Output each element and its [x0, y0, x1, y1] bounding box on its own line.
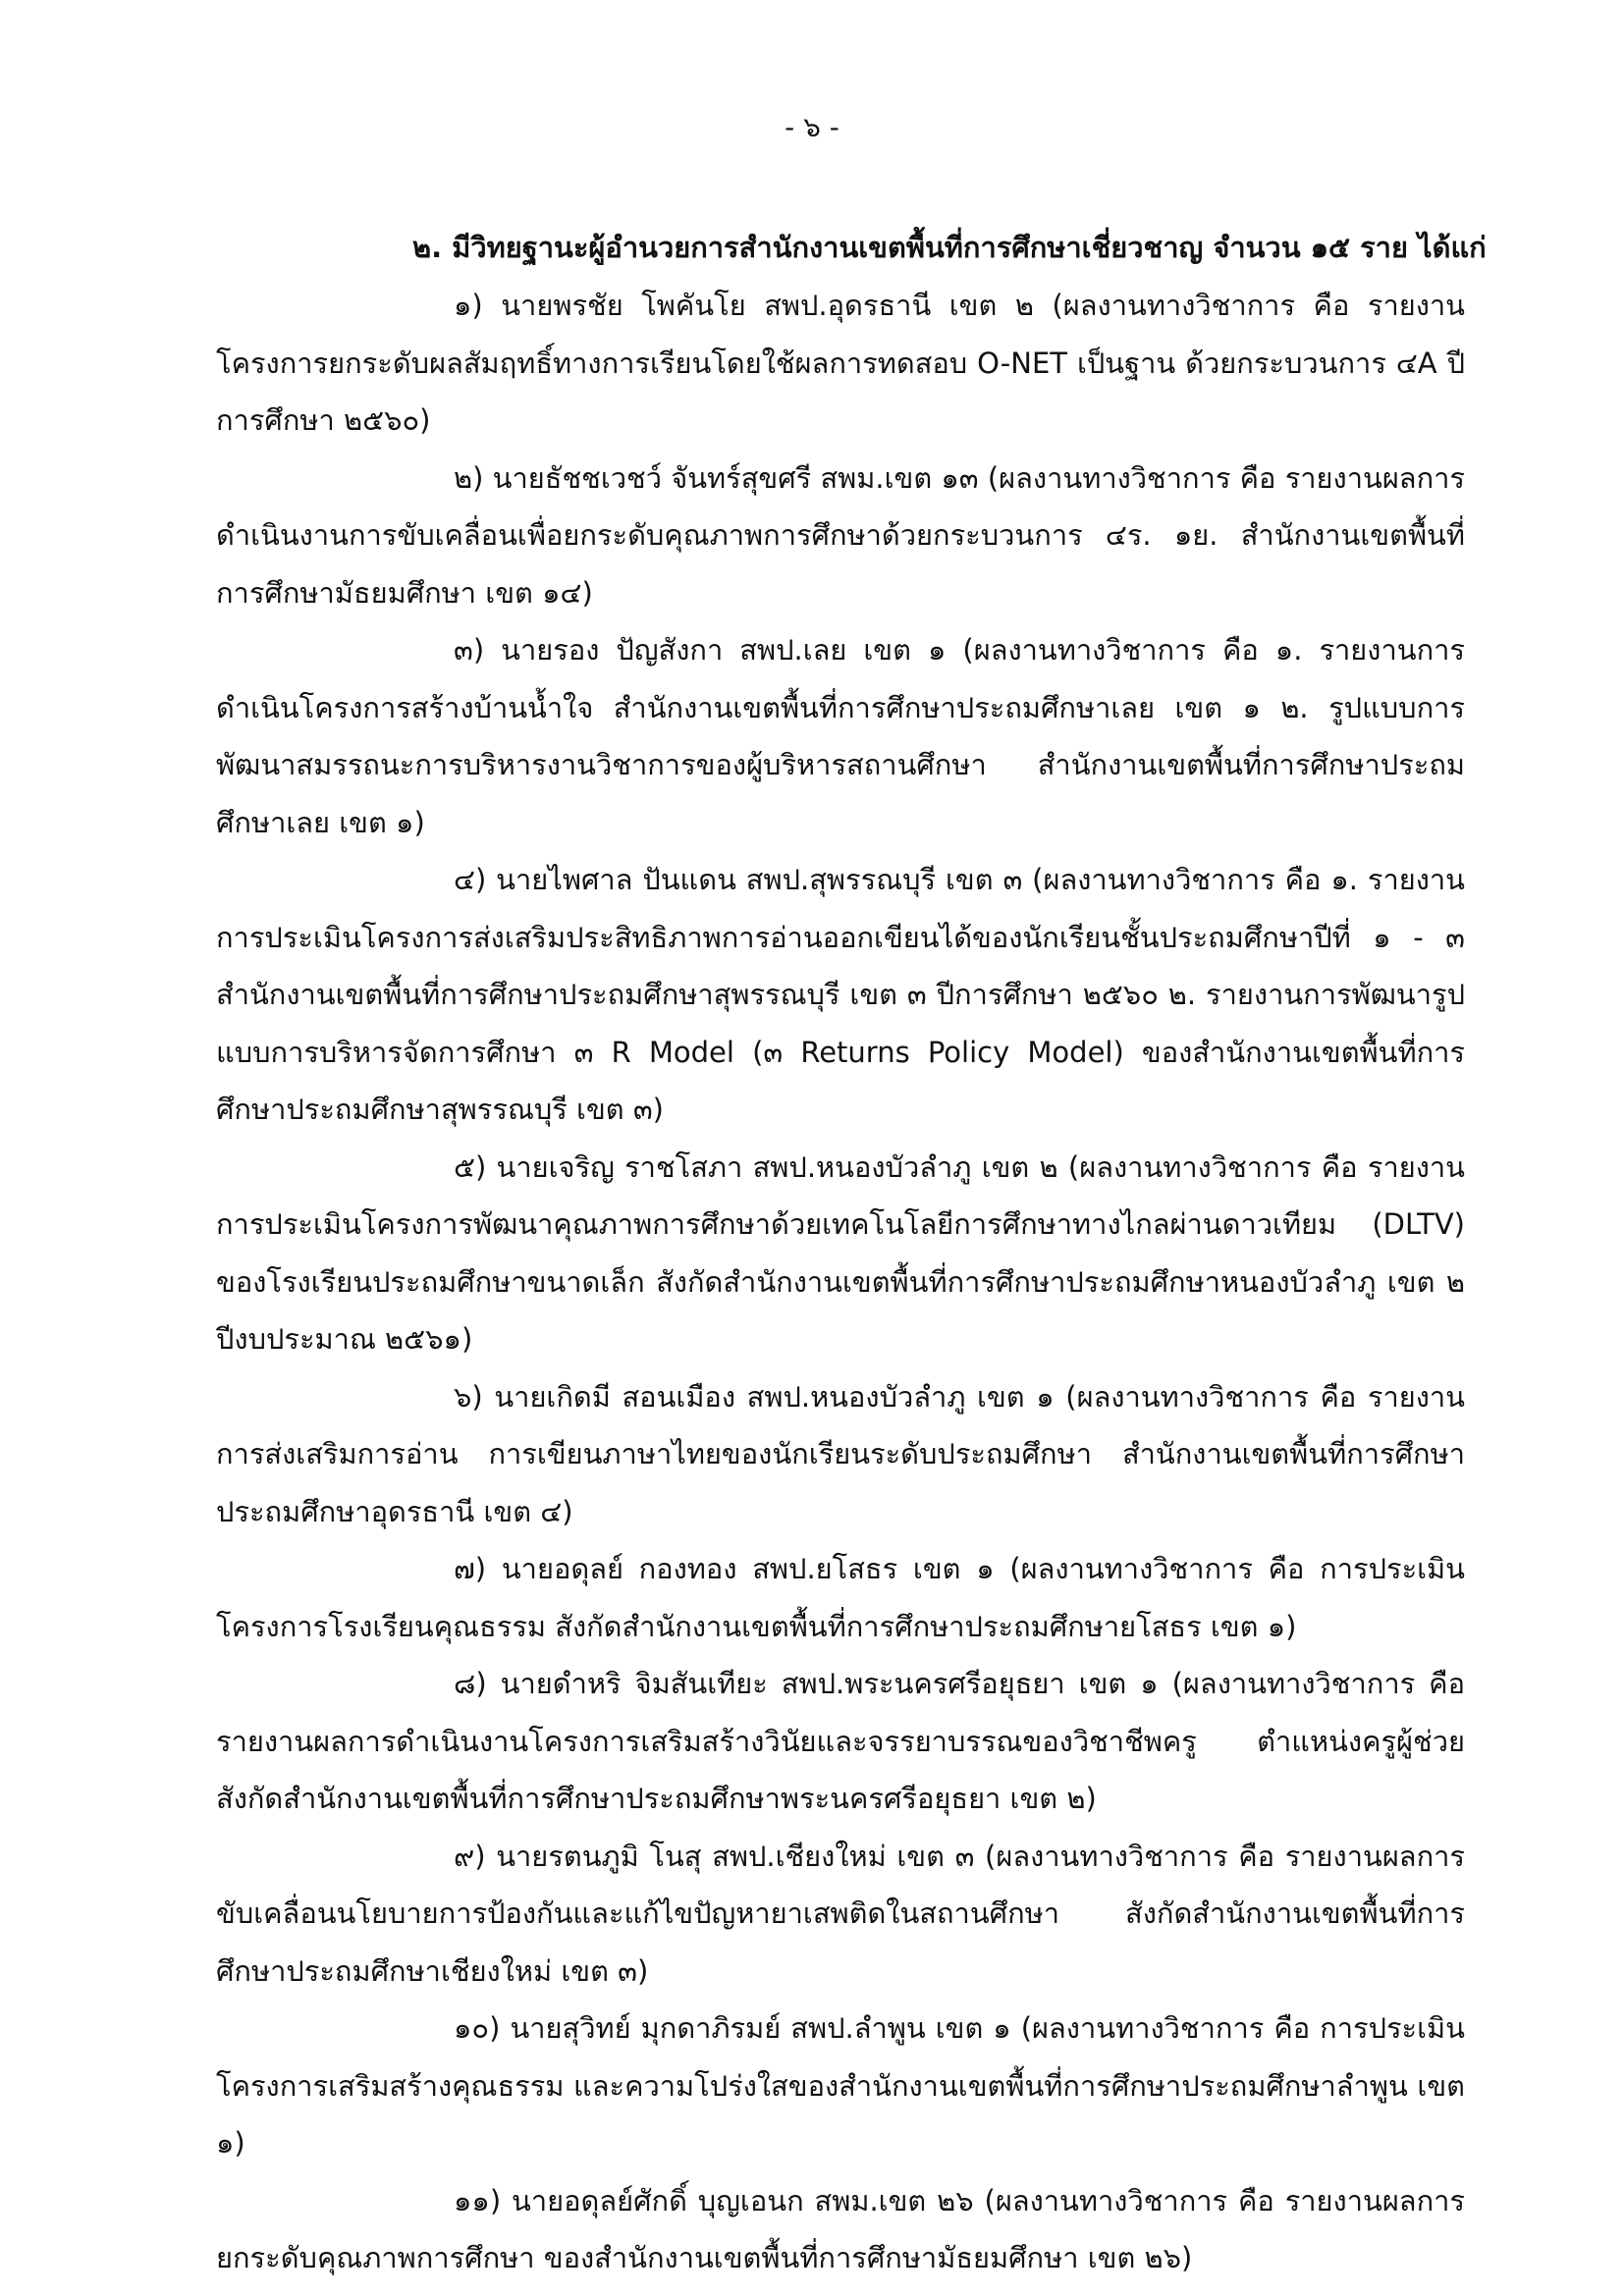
list-item: ๒) นายธัชชเวชว์ จันทร์สุขศรี สพม.เขต ๑๓ (ผลงานทางวิชาการ คือ รายงานผลการดำเนินงานการขับเคลื่อนเพื่อยกระดับคุณภาพการศึกษาด้วยกระบวนการ ๔ร. ๑ย. สำนักงานเขตพื้นที่การศึกษามัธยมศึกษา เขต ๑๔) [216, 460, 1465, 610]
list-item: ๗) นายอดุลย์ กองทอง สพป.ยโสธร เขต ๑ (ผลงานทางวิชาการ คือ การประเมินโครงการโรงเรียนคุณธรรม สังกัดสำนักงานเขตพื้นที่การศึกษาประถมศึกษายโสธร เขต ๑) [216, 1552, 1465, 1643]
list-item: ๑๑) นายอดุลย์ศักดิ์ บุญเอนก สพม.เขต ๒๖ (ผลงานทางวิชาการ คือ รายงานผลการยกระดับคุณภาพการศึกษา ของสำนักงานเขตพื้นที่การศึกษามัธยมศึกษา เขต ๒๖) [216, 2183, 1465, 2274]
appointee-list [216, 277, 1465, 2287]
list-item: ๔) นายไพศาล ปันแดน สพป.สุพรรณบุรี เขต ๓ (ผลงานทางวิชาการ คือ ๑. รายงานการประเมินโครงการส่งเสริมประสิทธิภาพการอ่านออกเขียนได้ของนักเรียนชั้นประถมศึกษาปีที่ ๑ - ๓ สำนักงานเขตพื้นที่การศึกษาประถมศึกษาสุพรรณบุรี เขต ๓ ปีการศึกษา ๒๕๖๐ ๒. รายงานการพัฒนารูปแบบการบริหารจัดการศึกษา ๓ R Model (๓ Returns Policy Model) ของสำนักงานเขตพื้นที่การศึกษาประถมศึกษาสุพรรณบุรี เขต ๓) [216, 863, 1465, 1126]
list-item: ๕) นายเจริญ ราชโสภา สพป.หนองบัวลำภู เขต ๒ (ผลงานทางวิชาการ คือ รายงานการประเมินโครงการพัฒนาคุณภาพการศึกษาด้วยเทคโนโลยีการศึกษาทางไกลผ่านดาวเทียม (DLTV) ของโรงเรียนประถมศึกษาขนาดเล็ก สังกัดสำนักงานเขตพื้นที่การศึกษาประถมศึกษาหนองบัวลำภู เขต ๒ ปีงบประมาณ ๒๕๖๑) [216, 1149, 1465, 1356]
list-item: ๘) นายดำหริ จิมสันเทียะ สพป.พระนครศรีอยุธยา เขต ๑ (ผลงานทางวิชาการ คือ รายงานผลการดำเนินงานโครงการเสริมสร้างวินัยและจรรยาบรรณของวิชาชีพครู ตำแหน่งครูผู้ช่วย สังกัดสำนักงานเขตพื้นที่การศึกษาประถมศึกษาพระนครศรีอยุธยา เขต ๒) [216, 1667, 1465, 1815]
list-item: ๑๐) นายสุวิทย์ มุกดาภิรมย์ สพป.ลำพูน เขต ๑ (ผลงานทางวิชาการ คือ การประเมินโครงการเสริมสร้างคุณธรรม และความโปร่งใสของสำนักงานเขตพื้นที่การศึกษาประถมศึกษาลำพูน เขต ๑) [216, 2011, 1465, 2160]
list-item: ๙) นายรตนภูมิ โนสุ สพป.เชียงใหม่ เขต ๓ (ผลงานทางวิชาการ คือ รายงานผลการขับเคลื่อนนโยบายการป้องกันและแก้ไขปัญหายาเสพติดในสถานศึกษา สังกัดสำนักงานเขตพื้นที่การศึกษาประถมศึกษาเชียงใหม่ เขต ๓) [216, 1839, 1465, 1988]
list-item: ๓) นายรอง ปัญสังกา สพป.เลย เขต ๑ (ผลงานทางวิชาการ คือ ๑. รายงานการดำเนินโครงการสร้างบ้านน้ำใจ สำนักงานเขตพื้นที่การศึกษาประถมศึกษาเลย เขต ๑ ๒. รูปแบบการพัฒนาสมรรถนะการบริหารงานวิชาการของผู้บริหารสถานศึกษา สำนักงานเขตพื้นที่การศึกษาประถมศึกษาเลย เขต ๑) [216, 633, 1465, 839]
section-heading: ๒. มีวิทยฐานะผู้อำนวยการสำนักงานเขตพื้นที่การศึกษาเชี่ยวชาญ จำนวน ๑๕ ราย ได้แก่ [412, 231, 1487, 264]
list-item: ๑) นายพรชัย โพคันโย สพป.อุดรธานี เขต ๒ (ผลงานทางวิชาการ คือ รายงานโครงการยกระดับผลสัมฤทธิ์ทางการเรียนโดยใช้ผลการทดสอบ O-NET เป็นฐาน ด้วยกระบวนการ ๔A ปีการศึกษา ๒๕๖๐) [216, 289, 1465, 437]
page-number: - ๖ - [785, 111, 839, 143]
list-item: ๖) นายเกิดมี สอนเมือง สพป.หนองบัวลำภู เขต ๑ (ผลงานทางวิชาการ คือ รายงานการส่งเสริมการอ่าน การเขียนภาษาไทยของนักเรียนระดับประถมศึกษา สำนักงานเขตพื้นที่การศึกษาประถมศึกษาอุดรธานี เขต ๔) [216, 1379, 1465, 1528]
